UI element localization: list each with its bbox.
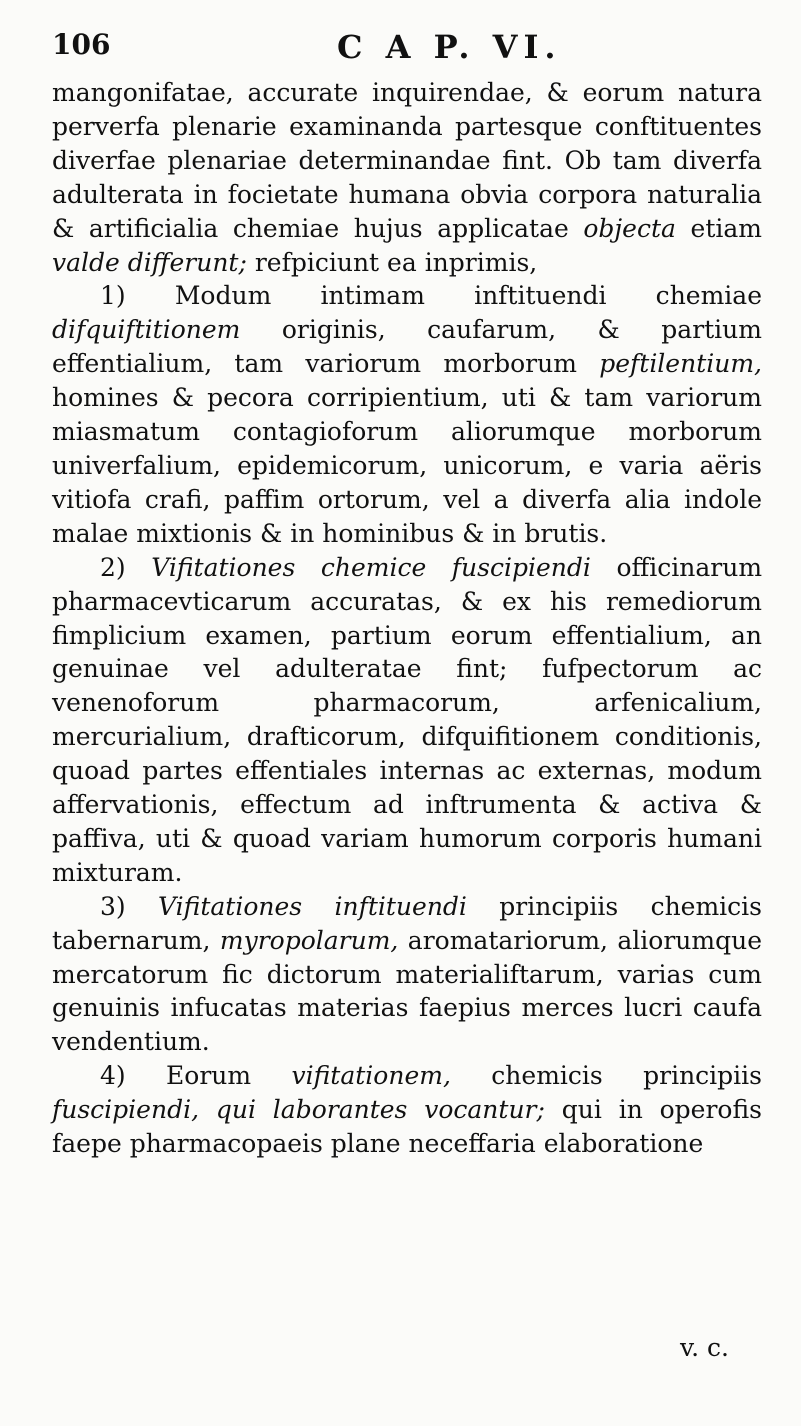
list-item-3	[52, 890, 762, 1060]
list-item-2	[52, 551, 762, 890]
text-run: refpiciunt ea inprimis,	[246, 247, 538, 277]
italic-phrase: objecta	[583, 213, 676, 243]
italic-phrase: valde differunt;	[52, 247, 247, 277]
catchword: v. c.	[680, 1333, 729, 1362]
italic-phrase: myropolarum,	[219, 925, 399, 955]
italic-phrase: fuscipiendi, qui laborantes vocantur;	[52, 1095, 545, 1125]
page-header	[52, 28, 752, 68]
chapter-heading: C A P. VI.	[337, 28, 562, 66]
italic-phrase: difquiftitionem	[52, 315, 241, 345]
text-run: 4) Eorum	[100, 1061, 292, 1091]
text-run: qui in operofis faepe pharmacopaeis plane neceffaria elaboratione	[52, 1095, 762, 1159]
text-run: aromatariorum, aliorumque mercatorum fic dictorum materialiftarum, varias cum genuinis infucatas materias faepius merces lucri caufa vendentium.	[52, 925, 763, 1057]
text-run: mangonifatae, accurate inquirendae, & eorum natura perverfa plenarie examinanda partesque conftituentes diverfae plenariae determinandae fint. Ob tam diverfa adulterata in focietate humana obvia corpora naturalia & artificialia chemiae hujus applicatae	[52, 78, 762, 243]
text-run: 1) Modum intimam inftituendi chemiae	[100, 281, 762, 311]
text-run: principiis chemicis tabernarum,	[52, 891, 762, 955]
page-number: 106	[52, 28, 111, 61]
intro-paragraph	[52, 76, 762, 279]
text-run: originis, caufarum, & partium effentialium, tam variorum morborum	[52, 315, 762, 379]
text-run: chemicis principiis	[450, 1061, 762, 1091]
italic-phrase: vifitationem,	[291, 1061, 451, 1091]
italic-phrase: Vifitationes inftituendi	[158, 891, 467, 921]
text-run: officinarum pharmacevticarum accuratas, & ex his remediorum fimplicium examen, partium eorum effentialium, an genuinae vel adulteratae fint; fufpectorum ac venenoforum pharmacorum, arfenicalium, mercurialium, drafticorum, difquifitionem conditionis, quoad partes effentiales internas ac externas, modum affervationis, effectum ad inftrumenta & activa & paffiva, uti & quoad variam humorum corporis humani mixturam.	[52, 552, 763, 887]
text-run: etiam	[675, 213, 762, 243]
text-run: 3)	[100, 891, 159, 921]
text-run: 2)	[100, 552, 152, 582]
list-item-1	[52, 279, 762, 550]
italic-phrase: Vifitationes chemice fuscipiendi	[151, 552, 591, 582]
italic-phrase: peftilentium,	[599, 349, 762, 379]
list-item-4	[52, 1059, 762, 1161]
text-run: homines & pecora corripientium, uti & tam variorum miasmatum contagioforum aliorumque morborum univerfalium, epidemicorum, unicorum, e varia aëris vitiofa crafi, paffim ortorum, vel a diverfa alia indole malae mixtionis & in hominibus & in brutis.	[52, 383, 762, 548]
body-text	[52, 76, 762, 1161]
